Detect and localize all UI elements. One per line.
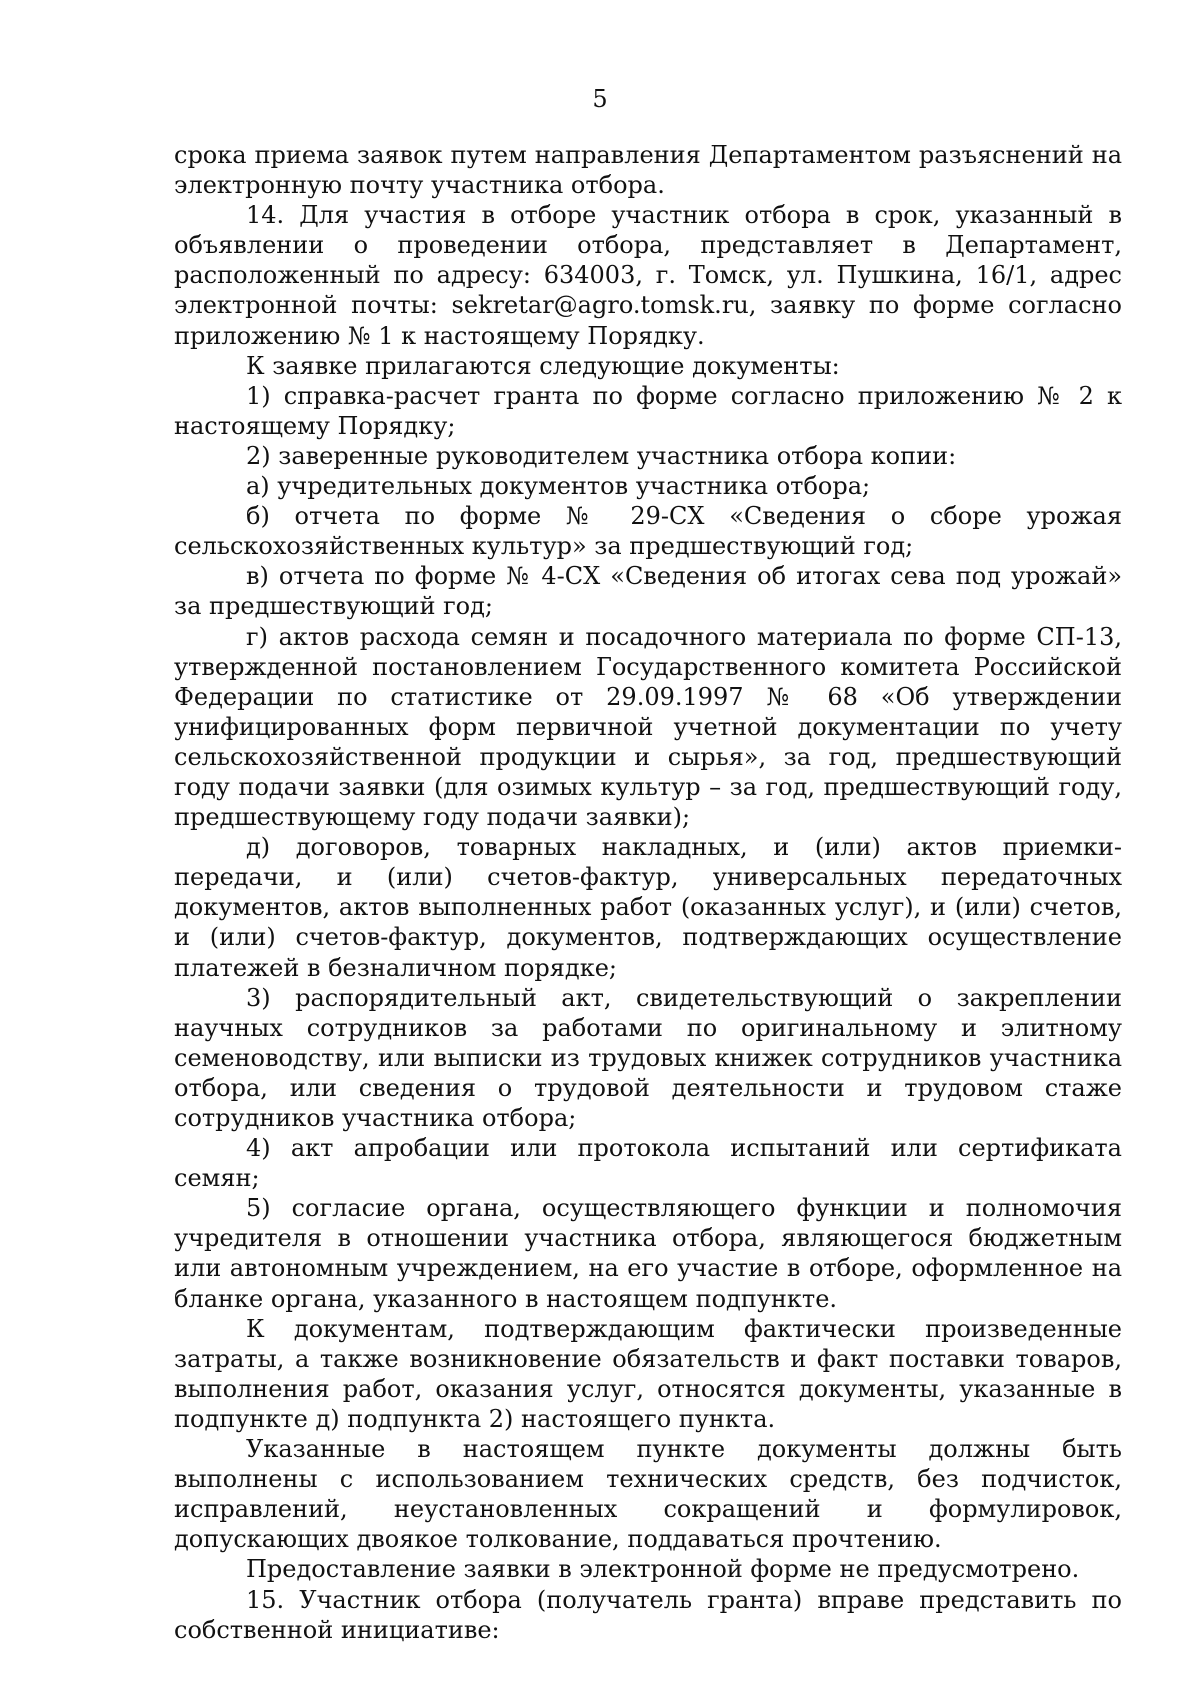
paragraph-subitem-2d: г) актов расхода семян и посадочного материала по форме СП-13, утвержденной постановлением Государственного комитета Российской Федерации по статистике от 29.09.1997 № 68 «Об утверждении унифицированных форм первичной учетной документации по учету сельскохозяйственной продукции и сырья», за год, предшествующий году подачи заявки (для озимых культур – за год, предшествующий году, предшествующему году подачи заявки); xyxy=(174,622,1122,832)
paragraph-subitem-2: 2) заверенные руководителем участника отбора копии: xyxy=(246,441,957,470)
paragraph-subitem-2a: а) учредительных документов участника отбора; xyxy=(246,472,871,501)
paragraph-document-requirements: Указанные в настоящем пункте документы должны быть выполнены с использованием технических средств, без подчисток, исправлений, неустановленных сокращений и формулировок, допускающих двоякое толкование, поддаваться прочтению. xyxy=(174,1435,1122,1554)
paragraph-subitem-3: 3) распорядительный акт, свидетельствующий о закреплении научных сотрудников за работами по оригинальному и элитному семеноводству, или выписки из трудовых книжек сотрудников участника отбора, или сведения о трудовой деятельности и трудовом стаже сотрудников участника отбора; xyxy=(174,983,1122,1132)
paragraph-item-15: 15. Участник отбора (получатель гранта) вправе представить по собственной инициативе: xyxy=(174,1585,1122,1644)
paragraph-cost-documents: К документам, подтверждающим фактически произведенные затраты, а также возникновение обязательств и факт поставки товаров, выполнения работ, оказания услуг, относятся документы, указанные в подпункте д) подпункта 2) настоящего пункта. xyxy=(174,1314,1122,1433)
paragraph-subitem-2c: в) отчета по форме № 4-СХ «Сведения об итогах сева под урожай» за предшествующий год; xyxy=(174,562,1122,621)
page-number: 5 xyxy=(592,85,608,113)
paragraph-subitem-1: 1) справка-расчет гранта по форме согласно приложению № 2 к настоящему Порядку; xyxy=(174,381,1122,440)
paragraph-continuation: срока приема заявок путем направления Департаментом разъяснений на электронную почту участника отбора. xyxy=(174,141,1122,200)
paragraph-subitem-5: 5) согласие органа, осуществляющего функции и полномочия учредителя в отношении участника отбора, являющегося бюджетным или автономным учреждением, на его участие в отборе, оформленное на бланке органа, указанного в настоящем подпункте. xyxy=(174,1194,1122,1313)
paragraph-subitem-2b: б) отчета по форме № 29-СХ «Сведения о сборе урожая сельскохозяйственных культур» за предшествующий год; xyxy=(174,502,1122,561)
paragraph-subitem-4: 4) акт апробации или протокола испытаний или сертификата семян; xyxy=(174,1134,1122,1193)
document-body xyxy=(174,140,1122,1645)
paragraph-item-14: 14. Для участия в отборе участник отбора в срок, указанный в объявлении о проведении отбора, представляет в Департамент, расположенный по адресу: 634003, г. Томск, ул. Пушкина, 16/1, адрес электронной почты: sekretar@agro.tomsk.ru, заявку по форме согласно приложению № 1 к настоящему Порядку. xyxy=(174,201,1122,350)
paragraph-subitem-2e: д) договоров, товарных накладных, и (или) актов приемки-передачи, и (или) счетов-фактур, универсальных передаточных документов, актов выполненных работ (оказанных услуг), и (или) счетов, и (или) счетов-фактур, документов, подтверждающих осуществление платежей в безналичном порядке; xyxy=(174,833,1122,982)
paragraph-electronic-form: Предоставление заявки в электронной форме не предусмотрено. xyxy=(246,1555,1080,1584)
paragraph-attachments-intro: К заявке прилагаются следующие документы: xyxy=(246,351,840,380)
